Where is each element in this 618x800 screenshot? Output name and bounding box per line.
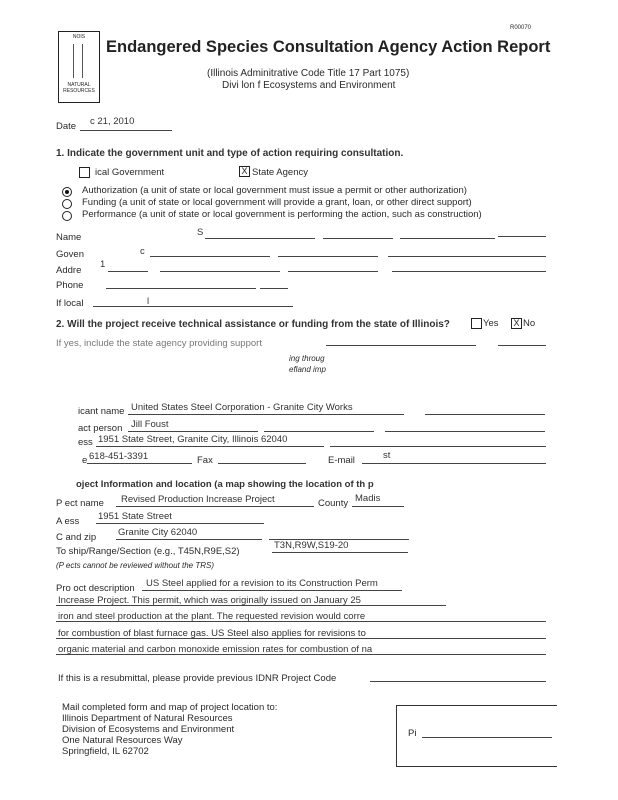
project-name-value[interactable]: Revised Production Increase Project (121, 494, 275, 505)
form-subtitle-division: Divi lon f Ecosystems and Environment (222, 80, 396, 91)
township-note: (P ects cannot be reviewed without the TRS) (56, 561, 214, 570)
mail-line-4: Springfield, IL 62702 (62, 746, 149, 757)
note-line-1: ing throug (289, 354, 325, 363)
funding-label: Funding (a unit of state or local government will provide a grant, loan, or other direct support) (82, 197, 472, 208)
contact-person-value[interactable]: Jill Foust (131, 419, 169, 430)
local-government-checkbox[interactable] (79, 167, 90, 178)
fax-label: Fax (197, 455, 213, 466)
performance-label: Performance (a unit of state or local government is performing the action, such as construction) (82, 209, 482, 220)
project-heading: oject Information and location (a map showing the location of th p (76, 479, 374, 490)
phone-label: Phone (56, 280, 84, 291)
name-value[interactable]: S (197, 227, 204, 238)
project-name-label: P ect name (56, 498, 104, 509)
logo-bottom-text: NATURAL RESOURCES (63, 82, 95, 94)
city-zip-label: C and zip (56, 532, 97, 543)
county-value[interactable]: Madis (355, 493, 381, 504)
note-line-2: efland imp (289, 365, 326, 374)
form-title: Endangered Species Consultation Agency Action Report (106, 38, 551, 56)
name-label: Name (56, 232, 82, 243)
description-line-1[interactable]: US Steel applied for a revision to its Construction Perm (146, 578, 378, 589)
description-line-4[interactable]: for combustion of blast furnace gas. US Steel also applies for revisions to (58, 628, 366, 639)
applicant-name-value[interactable]: United States Steel Corporation - Granite City Works (131, 402, 353, 413)
government-value[interactable]: c (140, 246, 145, 257)
description-line-3[interactable]: iron and steel production at the plant. The requested revision would corre (58, 611, 366, 622)
mail-line-2: Division of Ecosystems and Environment (62, 724, 235, 735)
mail-heading: Mail completed form and map of project location to: (62, 702, 278, 713)
funding-radio[interactable] (62, 199, 72, 209)
date-value[interactable]: c 21, 2010 (90, 116, 135, 127)
no-checkbox[interactable]: X (511, 318, 522, 329)
if-yes-label: If yes, include the state agency providing support (56, 338, 262, 349)
applicant-phone-value[interactable]: 618-451-3391 (89, 451, 149, 462)
project-address-label: A ess (56, 516, 80, 527)
local-government-label: ical Government (95, 167, 165, 178)
section2-heading: 2. Will the project receive technical assistance or funding from the state of Illinois? (56, 319, 450, 330)
if-local-label: If local (56, 298, 84, 309)
resubmittal-note: If this is a resubmittal, please provide previous IDNR Project Code (58, 673, 337, 684)
applicant-phone-label: e (82, 455, 88, 466)
document-number: R00070 (510, 25, 532, 31)
description-line-5[interactable]: organic material and carbon monoxide emission rates for combustion of na (58, 644, 373, 655)
state-agency-label: State Agency (252, 167, 308, 178)
office-use-box (396, 705, 557, 767)
authorization-label: Authorization (a unit of state or local government must issue a permit or other authorization) (82, 185, 467, 196)
yes-label: Yes (483, 318, 499, 329)
township-label: To ship/Range/Section (e.g., T45N,R9E,S2) (56, 546, 240, 557)
office-use-label: Pi (408, 728, 417, 739)
yes-checkbox[interactable] (471, 318, 482, 329)
mail-line-3: One Natural Resources Way (62, 735, 183, 746)
county-label: County (318, 498, 349, 509)
if-local-value[interactable]: l (147, 296, 150, 307)
email-value[interactable]: st (383, 450, 391, 461)
applicant-address-label: ess (78, 437, 93, 448)
section1-heading: 1. Indicate the government unit and type of action requiring consultation. (56, 148, 404, 159)
project-description-label: Pro oct description (56, 583, 135, 594)
form-subtitle-code: (Illinois Adminitrative Code Title 17 Part 1075) (207, 68, 410, 79)
applicant-address-value[interactable]: 1951 State Street, Granite City, Illinois 62040 (98, 434, 288, 445)
government-label: Goven (56, 249, 84, 260)
authorization-radio[interactable] (62, 187, 72, 197)
logo-emblem (73, 44, 83, 78)
idnr-logo (58, 31, 100, 103)
township-value[interactable]: T3N,R9W,S19-20 (274, 540, 349, 551)
mail-line-1: Illinois Department of Natural Resources (62, 713, 233, 724)
email-label: E-mail (328, 455, 355, 466)
date-label: Date (56, 121, 77, 132)
performance-radio[interactable] (62, 211, 72, 221)
applicant-name-label: icant name (78, 406, 125, 417)
logo-top-text: NOIS (72, 34, 86, 40)
contact-person-label: act person (78, 423, 123, 434)
city-zip-value[interactable]: Granite City 62040 (118, 527, 198, 538)
state-agency-checkbox[interactable]: X (239, 166, 250, 177)
address-label: Addre (56, 265, 82, 276)
address-value[interactable]: 1 (100, 259, 106, 270)
project-address-value[interactable]: 1951 State Street (98, 511, 172, 522)
no-label: No (523, 318, 536, 329)
description-line-2[interactable]: Increase Project. This permit, which was originally issued on January 25 (58, 595, 361, 606)
